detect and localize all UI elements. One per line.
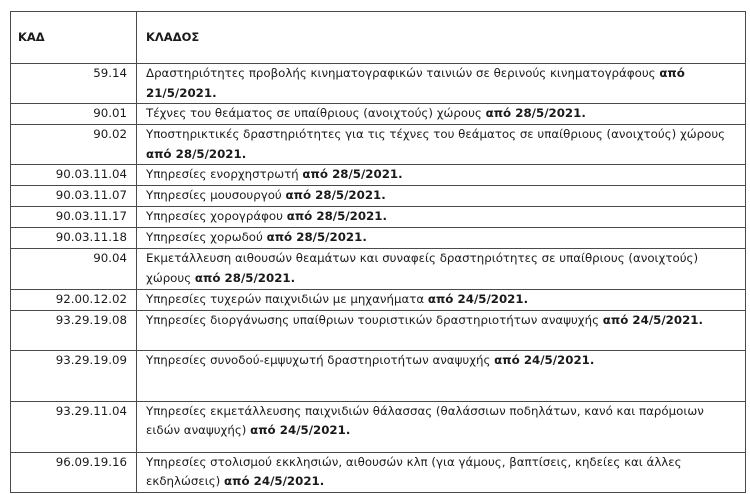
table-row	[11, 104, 746, 125]
description-text: Υπηρεσίες στολισμού εκκλησιών, αιθουσών κλπ (για γάμους, βαπτίσεις, κηδείες και άλλες εκδηλώσεις)	[146, 454, 682, 489]
description-text: Υπηρεσίες μουσουργού	[146, 188, 286, 203]
table-row	[11, 249, 746, 289]
table-row	[11, 401, 746, 452]
klados-description	[137, 228, 746, 249]
kad-code: 93.29.19.09	[11, 350, 137, 401]
header-klados: ΚΛΑΔΟΣ	[137, 12, 746, 64]
table-row	[11, 165, 746, 186]
description-text: Τέχνες του θεάματος σε υπαίθριους (ανοιχτούς) χώρους	[146, 106, 486, 121]
description-text: Υπηρεσίες τυχερών παιχνιδιών με μηχανήματα	[146, 291, 428, 306]
description-text: Υπηρεσίες χορογράφου	[146, 209, 287, 224]
document-sheet	[10, 11, 747, 493]
kad-code: 90.03.11.04	[11, 165, 137, 186]
table-row	[11, 350, 746, 401]
effective-date: από 21/5/2021.	[146, 66, 685, 100]
klados-description	[137, 249, 746, 289]
kad-code: 90.03.11.17	[11, 207, 137, 228]
effective-date: από 24/5/2021.	[427, 291, 529, 306]
kad-code: 90.04	[11, 249, 137, 289]
kad-code: 93.29.11.04	[11, 401, 137, 452]
description-text: Υπηρεσίες εκμετάλλευσης παιχνιδιών θάλασσας (θαλάσσιων ποδηλάτων, κανό και παρόμοιων ειδών αναψυχής)	[146, 403, 704, 438]
klados-description	[137, 165, 746, 186]
effective-date: από 28/5/2021.	[302, 167, 403, 182]
kad-code: 92.00.12.02	[11, 289, 137, 310]
effective-date: από 28/5/2021.	[146, 146, 247, 161]
table-row	[11, 452, 746, 492]
klados-description	[137, 207, 746, 228]
klados-description	[137, 401, 746, 452]
table-row	[11, 289, 746, 310]
effective-date: από 28/5/2021.	[266, 230, 367, 245]
kad-code: 90.01	[11, 104, 137, 125]
klados-description	[137, 310, 746, 350]
description-text: Υπηρεσίες ενορχηστρωτή	[146, 167, 303, 182]
description-text: Υποστηρικτικές δραστηριότητες για τις τέχνες του θεάματος σε υπαίθριους (ανοιχτούς) χώρους	[146, 127, 726, 142]
table-row	[11, 64, 746, 104]
effective-date: από 28/5/2021.	[194, 270, 296, 285]
description-text: Υπηρεσίες χορωδού	[146, 230, 267, 245]
kad-code: 90.03.11.07	[11, 186, 137, 207]
table-row	[11, 207, 746, 228]
kad-code: 90.03.11.18	[11, 228, 137, 249]
klados-description	[137, 64, 746, 104]
description-text: Εκμετάλλευση αιθουσών θεαμάτων και συναφείς δραστηριότητες σε υπαίθριους (ανοιχτούς) χώρους	[146, 251, 699, 285]
effective-date: από 24/5/2021.	[494, 352, 595, 367]
table-row	[11, 228, 746, 249]
description-text: Υπηρεσίες συνοδού-εμψυχωτή δραστηριοτήτων αναψυχής	[146, 352, 495, 367]
klados-description	[137, 104, 746, 125]
kad-code: 59.14	[11, 64, 137, 104]
header-kad: ΚΑΔ	[11, 12, 137, 64]
effective-date: από 28/5/2021.	[285, 188, 386, 203]
klados-description	[137, 452, 746, 492]
effective-date: από 28/5/2021.	[485, 106, 586, 121]
klados-description	[137, 289, 746, 310]
description-text: Δραστηριότητες προβολής κινηματογραφικών ταινιών σε θερινούς κινηματογράφους	[146, 66, 660, 80]
klados-description	[137, 186, 746, 207]
table-row	[11, 125, 746, 165]
table-row	[11, 186, 746, 207]
klados-description	[137, 350, 746, 401]
effective-date: από 24/5/2021.	[250, 423, 351, 438]
kad-code: 96.09.19.16	[11, 452, 137, 492]
effective-date: από 28/5/2021.	[286, 209, 387, 224]
effective-date: από 24/5/2021.	[602, 312, 703, 327]
kad-code: 90.02	[11, 125, 137, 165]
kad-code: 93.29.19.08	[11, 310, 137, 350]
description-text: Υπηρεσίες διοργάνωσης υπαίθριων τουριστικών δραστηριοτήτων αναψυχής	[146, 312, 603, 327]
kad-table	[10, 11, 746, 493]
effective-date: από 24/5/2021.	[224, 474, 325, 489]
table-header-row	[11, 12, 746, 64]
klados-description	[137, 125, 746, 165]
table-row	[11, 310, 746, 350]
